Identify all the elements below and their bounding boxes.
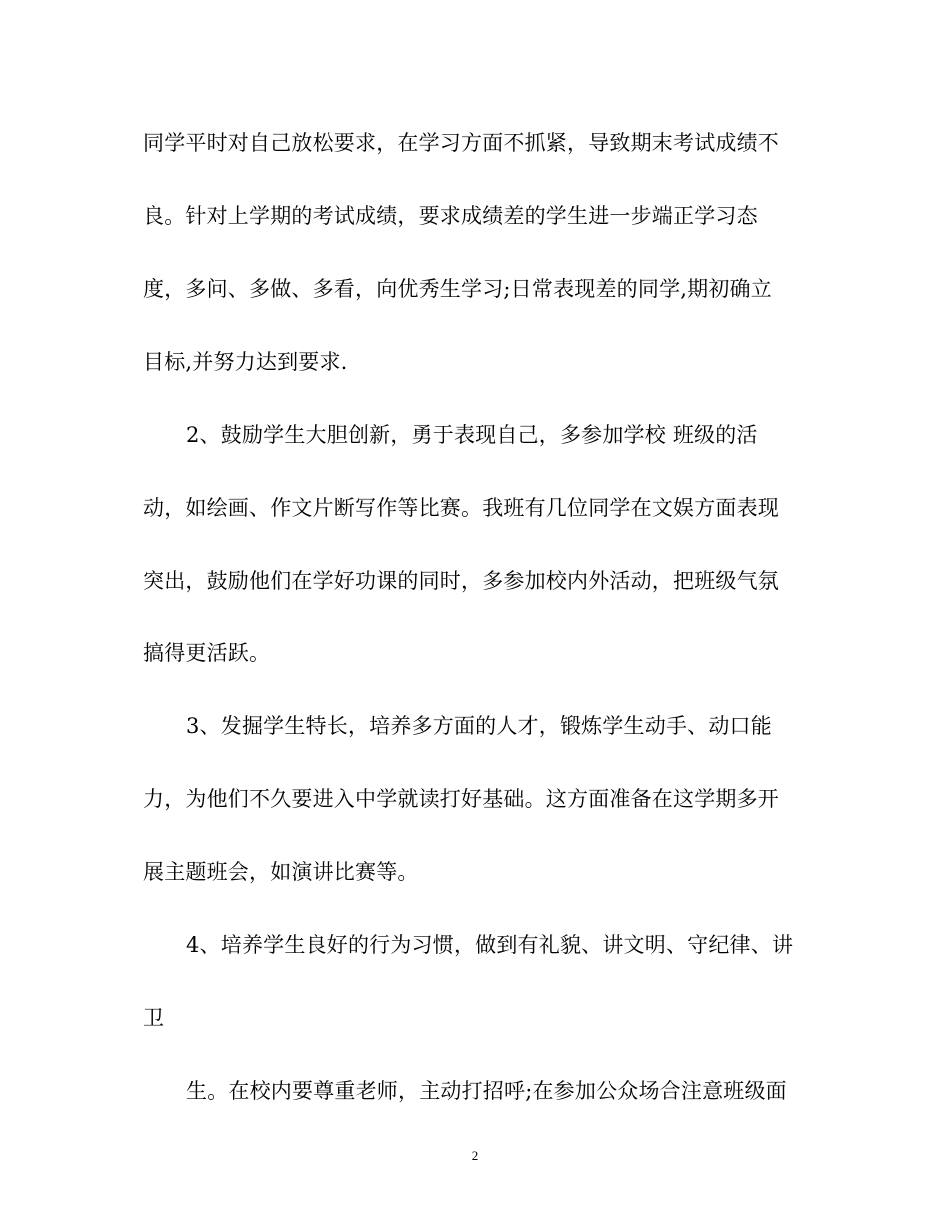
paragraph-start-line: 生。在校内要尊重老师，主动打招呼;在参加公众场合注意班级面: [186, 1079, 787, 1103]
text-line: 力，为他们不久要进入中学就读打好基础。这方面准备在这学期多开: [143, 787, 779, 811]
text-line: 展主题班会，如演讲比赛等。: [143, 860, 419, 884]
page-number: 2: [471, 1148, 479, 1163]
paragraph-start-line: 3、发掘学生特长，培养多方面的人才，锻炼学生动手、动口能: [186, 714, 772, 738]
paragraph-start-line: 2、鼓励学生大胆创新，勇于表现自己，多参加学校 班级的活: [186, 423, 758, 447]
text-line: 搞得更活跃。: [143, 641, 271, 665]
text-line: 卫: [143, 1006, 165, 1030]
text-line: 良。针对上学期的考试成绩，要求成绩差的学生进一步端正学习态: [143, 204, 758, 228]
text-line: 同学平时对自己放松要求，在学习方面不抓紧，导致期末考试成绩不: [143, 131, 779, 155]
text-line: 目标,并努力达到要求.: [143, 350, 348, 374]
text-line: 动，如绘画、作文片断写作等比赛。我班有几位同学在文娱方面表现: [143, 496, 779, 520]
paragraph-start-line: 4、培养学生良好的行为习惯，做到有礼貌、讲文明、守纪律、讲: [186, 933, 794, 957]
text-line: 突出，鼓励他们在学好功课的同时，多参加校内外活动，把班级气氛: [143, 569, 779, 593]
text-line: 度，多问、多做、多看，向优秀生学习;日常表现差的同学,期初确立: [143, 277, 772, 301]
